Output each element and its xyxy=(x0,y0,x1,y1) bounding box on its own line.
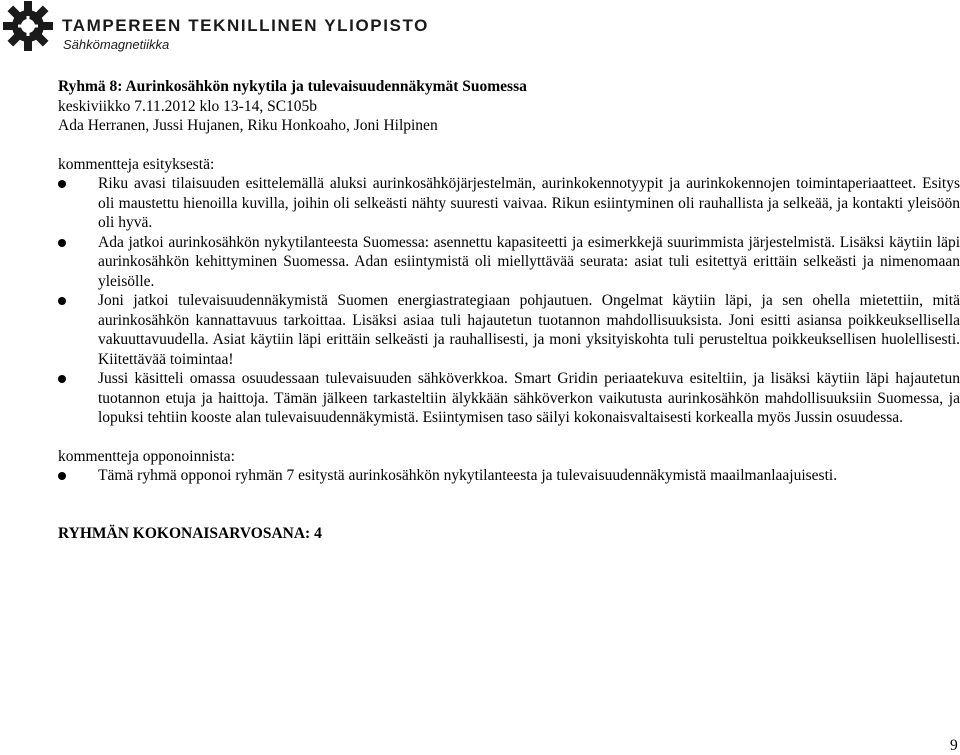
list-item xyxy=(58,466,960,486)
list-item xyxy=(58,174,960,233)
bullet-icon xyxy=(58,180,66,188)
authors-line: Ada Herranen, Jussi Hujanen, Riku Honkoaho, Joni Hilpinen xyxy=(58,117,438,134)
overall-grade: RYHMÄN KOKONAISARVOSANA: 4 xyxy=(58,524,322,542)
page-number: 9 xyxy=(950,737,958,754)
list-item xyxy=(58,291,960,369)
page-header xyxy=(0,0,960,60)
university-name: TAMPEREEN TEKNILLINEN YLIOPISTO xyxy=(62,16,429,35)
comment-text: Jussi käsitteli omassa osuudessaan tulevaisuuden sähköverkkoa. Smart Gridin periaatekuva esiteltiin, ja lisäksi käytiin läpi hajautetun tuotannon etuja ja haittoja. Tämän jälkeen tarkasteltiin älykkään sähköverkon vaikutusta aurinkosähkön mahdollisuuksiin Suomessa, ja lopuksi tehtiin kooste alan tulevaisuudennäkymistä. Esiintymisen taso säilyi kokonaisvaltaisesti korkealla myös Jussin osuudessa. xyxy=(98,370,960,426)
department-name: Sähkömagnetiikka xyxy=(63,37,170,52)
presentation-comments-list xyxy=(58,174,960,428)
bullet-icon xyxy=(58,375,66,383)
presentation-comments-label: kommentteja esityksestä: xyxy=(58,155,215,173)
document-title: Ryhmä 8: Aurinkosähkön nykytila ja tulevaisuudennäkymät Suomessa xyxy=(58,78,527,95)
comment-text: Ada jatkoi aurinkosähkön nykytilanteesta Suomessa: asennettu kapasiteetti ja esimerkkejä suurimmista järjestelmistä. Lisäksi käytiin läpi aurinkosähkön kehittyminen Suomessa. Adan esiintymistä oli miellyttävää seurata: asiat tuli esitettyä erittäin selkeästi ja nimenomaan yleisölle. xyxy=(98,233,960,290)
opponent-comments-label: kommentteja opponoinnista: xyxy=(58,447,235,465)
date-line: keskiviikko 7.11.2012 klo 13-14, SC105b xyxy=(58,97,318,115)
list-item xyxy=(58,369,960,428)
bullet-icon xyxy=(58,239,66,247)
document-body xyxy=(58,77,960,543)
comment-text: Riku avasi tilaisuuden esittelemällä aluksi aurinkosähköjärjestelmän, aurinkokennotyypit ja aurinkokennojen toimintaperiaatteet. Esitys oli maustettu hienoilla kuvilla, joihin oli selkeästi nähty suuresti vaivaa. Rikun esiintyminen oli rauhallista ja selkeää, ja kontakti yleisöön oli hyvä. xyxy=(98,175,960,231)
opponent-comments-list xyxy=(58,466,960,486)
university-logo-icon xyxy=(2,0,54,57)
bullet-icon xyxy=(58,472,66,480)
list-item xyxy=(58,233,960,292)
comment-text: Joni jatkoi tulevaisuudennäkymistä Suomen energiastrategiaan pohjautuen. Ongelmat käytiin läpi, ja sen ohella mietettiin, mitä aurinkosähkön kannattavuus tarkoittaa. Lisäksi asiaa tuli hajautetun tuotannon mahdollisuuksista. Joni esitti asiansa poikkeuksellisella vakuuttavuudella. Asiat käytiin läpi erittäin selkeästi ja rauhallisesti, ja moni yksityiskohta tuli perusteltua poikkeuksellisen huolellisesti. Kiitettävää toimintaa! xyxy=(98,292,960,368)
bullet-icon xyxy=(58,297,66,305)
comment-text: Tämä ryhmä opponoi ryhmän 7 esitystä aurinkosähkön nykytilanteesta ja tulevaisuudennäkymistä maailmanlaajuisesti. xyxy=(98,467,838,484)
